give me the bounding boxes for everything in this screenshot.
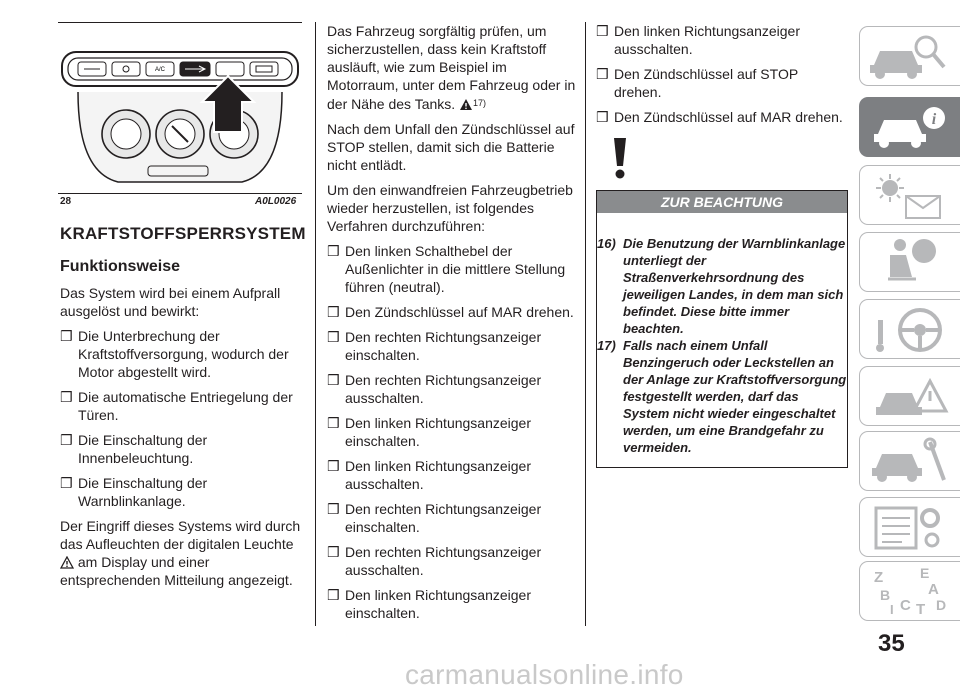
checkbox-icon: ❒ [60,389,73,405]
tab-warning-lights[interactable] [859,165,960,225]
list-item: ❒ Den rechten Richtungsanzeiger ausschalten. [327,372,542,406]
checkbox-icon: ❒ [327,304,340,320]
tab-alphabet-index[interactable] [859,561,960,621]
list-item: ❒ Die Einschaltung der Innenbeleuchtung. [60,432,208,466]
column-1 [60,284,305,596]
figure-bottom-rule [58,193,302,194]
warning-box [596,190,848,468]
note-text: Falls nach einem Unfall Benzingeruch oder Leckstellen an der Anlage zur Kraftstoffversorgung festgestellt werden, darf das System nicht wieder eingeschaltet werden, um eine Brandgefahr zu vermeiden. [623,338,847,455]
check-paragraph: Das Fahrzeug sorgfältig prüfen, um sicherzustellen, dass kein Kraftstoff ausläuft, wie zum Beispiel im Motorraum, unter dem Fahrzeug oder in der Nähe des Tanks. $^{17)}$ [327,23,576,112]
checkbox-icon: ❒ [327,587,340,603]
car-info-icon [860,98,960,156]
figure-top-rule [58,22,302,23]
figure-number: 28 [60,196,72,207]
list-item: ❒ Den rechten Richtungsanzeiger einschalten. [327,329,542,363]
warning-triangle-icon [860,367,960,425]
list-item: ❒ Die Einschaltung der Warnblinkanlage. [60,475,208,509]
checkbox-icon: ❒ [327,415,340,431]
warning-note [597,235,847,337]
checkbox-icon: ❒ [327,329,340,345]
car-service-icon [860,432,960,490]
page-number: 35 [878,630,905,657]
checkbox-icon: ❒ [60,328,73,344]
watermark: carmanualsonline.info [405,659,684,690]
checkbox-icon: ❒ [60,432,73,448]
subsection-title: Funktionsweise [60,258,181,275]
outro-paragraph: Der Eingriff dieses Systems wird durch das Aufleuchten der digitalen Leuchte am Display und einer entsprechenden Mitteilung angezeigt. [60,518,301,588]
svg-text:i: i [931,111,937,128]
list-item: ❒ Den Zündschlüssel auf MAR drehen. [596,109,843,125]
steering-wheel-icon [860,300,960,358]
tab-airbag-safety[interactable] [859,232,960,292]
svg-text:E: E [920,565,930,581]
alphabet-index-icon [860,562,960,620]
checkbox-icon: ❒ [596,66,609,82]
svg-text:B: B [880,587,891,603]
figure-code: A0L0026 [255,196,297,207]
warning-notes [597,235,847,456]
warning-lights-icon [860,166,960,224]
checkbox-icon: ❒ [327,501,340,517]
tab-settings-list[interactable] [859,497,960,557]
list-item: ❒ Die automatische Entriegelung der Türen. [60,389,293,423]
warning-heading: ZUR BEACHTUNG [597,191,847,213]
checkbox-icon: ❒ [327,458,340,474]
dashboard-figure [58,32,302,190]
procedure-list-continued [596,22,846,126]
warning-triangle-icon [60,556,74,569]
svg-text:C: C [900,597,911,614]
tab-car-service[interactable] [859,431,960,491]
column-divider [315,22,316,626]
intro-paragraph: Das System wird bei einem Aufprall ausgelöst und bewirkt: [60,285,281,319]
column-divider [585,22,586,626]
list-item: ❒ Den linken Richtungsanzeiger ausschalten. [596,23,800,57]
tab-car-info[interactable] [859,97,960,157]
list-item: ❒ Den linken Richtungsanzeiger einschalten. [327,415,531,449]
procedure-paragraph: Um den einwandfreien Fahrzeugbetrieb wieder herzustellen, ist folgendes Verfahren durchzuführen: [327,182,573,234]
note-number: 16) [597,236,616,251]
settings-list-icon [860,498,960,556]
warning-exclamation-icon [605,136,635,180]
warning-triangle-icon [459,98,473,111]
airbag-safety-icon [860,233,960,291]
svg-text:Z: Z [874,569,884,586]
checkbox-icon: ❒ [327,243,340,259]
stop-paragraph: Nach dem Unfall den Zündschlüssel auf STOP stellen, damit sich die Batterie nicht entlädt. [327,121,575,173]
list-item: ❒ Den rechten Richtungsanzeiger ausschalten. [327,544,542,578]
note-number: 17) [597,338,616,353]
checkbox-icon: ❒ [60,475,73,491]
list-item: ❒ Den linken Schalthebel der Außenlichter in die mittlere Stellung führen (neutral). [327,243,566,295]
list-item: ❒ Den linken Richtungsanzeiger einschalten. [327,587,531,621]
list-item: ❒ Den linken Richtungsanzeiger ausschalten. [327,458,531,492]
car-search-icon [860,27,960,85]
list-item: ❒ Den Zündschlüssel auf MAR drehen. [327,304,574,320]
tab-steering-wheel[interactable] [859,299,960,359]
procedure-list [327,242,577,622]
svg-text:A: A [928,581,939,598]
tab-warning-triangle[interactable] [859,366,960,426]
section-title: KRAFTSTOFFSPERRSYSTEM [60,224,306,243]
tab-car-search[interactable] [859,26,960,86]
effects-list [60,327,305,510]
checkbox-icon: ❒ [327,372,340,388]
note-reference: 17) [473,98,487,108]
checkbox-icon: ❒ [327,544,340,560]
checkbox-icon: ❒ [596,23,609,39]
svg-text:D: D [936,597,947,613]
list-item: ❒ Die Unterbrechung der Kraftstoffversorgung, wodurch der Motor abgestellt wird. [60,328,289,380]
column-3 [596,22,846,133]
svg-text:T: T [916,601,926,618]
list-item: ❒ Den rechten Richtungsanzeiger einschalten. [327,501,542,535]
warning-note [597,337,847,456]
list-item: ❒ Den Zündschlüssel auf STOP drehen. [596,66,798,100]
svg-text:I: I [890,602,894,617]
note-text: Die Benutzung der Warnblinkanlage unterliegt der Straßenverkehrsordnung des jeweiligen Landes, in dem man sich befindet. Diese bitte immer beachten. [623,236,846,336]
ac-label: A/C [154,67,166,73]
column-2 [327,22,577,629]
checkbox-icon: ❒ [596,109,609,125]
